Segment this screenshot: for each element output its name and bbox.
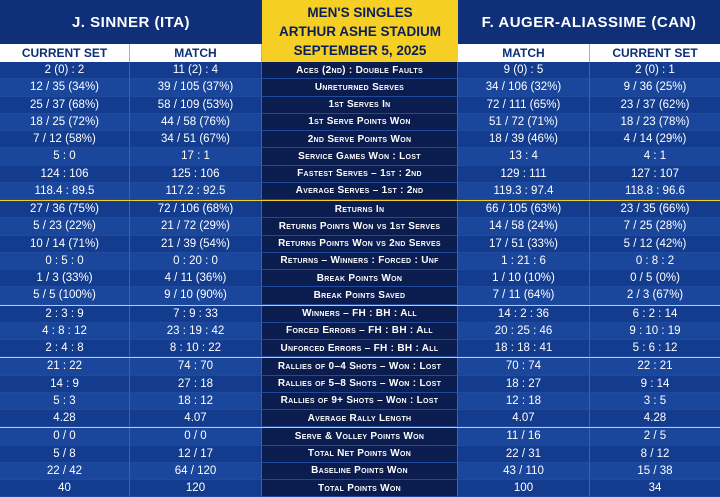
stat-label: Average Rally Length xyxy=(262,410,458,427)
p2-current-set-cell: 9 : 14 xyxy=(590,376,720,393)
p1-current-set-cell: 4.28 xyxy=(0,410,130,427)
stat-row xyxy=(0,236,720,253)
p1-match-cell: 64 / 120 xyxy=(130,463,262,480)
stat-label: 1st Serve Points Won xyxy=(262,114,458,131)
p2-match-cell: 129 : 111 xyxy=(458,166,590,183)
stat-row xyxy=(0,148,720,165)
stat-row xyxy=(0,200,720,218)
stat-label: Returns – Winners : Forced : Unf xyxy=(262,253,458,270)
p1-match-cell: 8 : 10 : 22 xyxy=(130,340,262,357)
stat-label: 1st Serves In xyxy=(262,97,458,114)
stat-label: Rallies of 5–8 Shots – Won : Lost xyxy=(262,376,458,393)
stat-row xyxy=(0,97,720,114)
stats-table xyxy=(0,62,720,497)
p1-current-set-header: CURRENT SET xyxy=(0,44,130,62)
p2-match-cell: 1 : 21 : 6 xyxy=(458,253,590,270)
p1-current-set-cell: 4 : 8 : 12 xyxy=(0,323,130,340)
p2-current-set-cell: 0 : 8 : 2 xyxy=(590,253,720,270)
stat-row xyxy=(0,357,720,375)
stat-label: 2nd Serve Points Won xyxy=(262,131,458,148)
stat-label: Winners – FH : BH : All xyxy=(262,306,458,323)
p2-match-cell: 20 : 25 : 46 xyxy=(458,323,590,340)
p1-match-cell: 4 / 11 (36%) xyxy=(130,270,262,287)
p2-current-set-cell: 8 / 12 xyxy=(590,446,720,463)
p1-current-set-cell: 2 (0) : 2 xyxy=(0,62,130,79)
stat-row xyxy=(0,253,720,270)
p2-current-set-cell: 34 xyxy=(590,480,720,497)
p2-match-cell: 22 / 31 xyxy=(458,446,590,463)
p2-match-cell: 1 / 10 (10%) xyxy=(458,270,590,287)
p2-current-set-cell: 4 / 14 (29%) xyxy=(590,131,720,148)
stat-row xyxy=(0,305,720,323)
p1-match-cell: 125 : 106 xyxy=(130,166,262,183)
stat-row xyxy=(0,427,720,445)
p1-current-set-cell: 0 : 5 : 0 xyxy=(0,253,130,270)
p1-match-cell: 0 : 20 : 0 xyxy=(130,253,262,270)
player2-name: F. AUGER-ALIASSIME (CAN) xyxy=(458,0,720,44)
p1-current-set-cell: 7 / 12 (58%) xyxy=(0,131,130,148)
p2-current-set-header: CURRENT SET xyxy=(590,44,720,62)
p1-current-set-cell: 5 / 23 (22%) xyxy=(0,218,130,235)
p1-match-cell: 0 / 0 xyxy=(130,428,262,445)
p1-match-cell: 17 : 1 xyxy=(130,148,262,165)
p1-match-cell: 120 xyxy=(130,480,262,497)
stat-row xyxy=(0,340,720,357)
p2-match-cell: 18 : 18 : 41 xyxy=(458,340,590,357)
p1-current-set-cell: 124 : 106 xyxy=(0,166,130,183)
p2-current-set-cell: 18 / 23 (78%) xyxy=(590,114,720,131)
p2-current-set-cell: 0 / 5 (0%) xyxy=(590,270,720,287)
match-title-box xyxy=(262,0,458,62)
date-title: SEPTEMBER 5, 2025 xyxy=(293,42,427,58)
p2-current-set-cell: 5 / 12 (42%) xyxy=(590,236,720,253)
stat-label: Returns In xyxy=(262,201,458,218)
p1-current-set-cell: 2 : 3 : 9 xyxy=(0,306,130,323)
stat-row xyxy=(0,131,720,148)
p2-match-cell: 4.07 xyxy=(458,410,590,427)
stat-label: Rallies of 9+ Shots – Won : Lost xyxy=(262,393,458,410)
p2-current-set-cell: 3 : 5 xyxy=(590,393,720,410)
stat-row xyxy=(0,114,720,131)
stat-label: Total Net Points Won xyxy=(262,446,458,463)
p2-match-cell: 43 / 110 xyxy=(458,463,590,480)
p2-match-cell: 14 : 2 : 36 xyxy=(458,306,590,323)
p1-current-set-cell: 21 : 22 xyxy=(0,358,130,375)
p1-current-set-cell: 5 / 5 (100%) xyxy=(0,287,130,304)
p1-current-set-cell: 25 / 37 (68%) xyxy=(0,97,130,114)
stat-label: Unforced Errors – FH : BH : All xyxy=(262,340,458,357)
p1-match-cell: 12 / 17 xyxy=(130,446,262,463)
p1-match-cell: 39 / 105 (37%) xyxy=(130,79,262,96)
p1-current-set-cell: 5 : 3 xyxy=(0,393,130,410)
stat-label: Rallies of 0–4 Shots – Won : Lost xyxy=(262,358,458,375)
stat-label: Average Serves – 1st : 2nd xyxy=(262,183,458,200)
p1-current-set-cell: 12 / 35 (34%) xyxy=(0,79,130,96)
stat-row xyxy=(0,270,720,287)
p1-match-cell: 9 / 10 (90%) xyxy=(130,287,262,304)
stat-row xyxy=(0,376,720,393)
p1-match-cell: 21 / 72 (29%) xyxy=(130,218,262,235)
p1-current-set-cell: 2 : 4 : 8 xyxy=(0,340,130,357)
p2-match-cell: 14 / 58 (24%) xyxy=(458,218,590,235)
p2-current-set-cell: 4.28 xyxy=(590,410,720,427)
stat-label: Forced Errors – FH : BH : All xyxy=(262,323,458,340)
stat-row xyxy=(0,393,720,410)
p1-current-set-cell: 10 / 14 (71%) xyxy=(0,236,130,253)
p2-match-cell: 72 / 111 (65%) xyxy=(458,97,590,114)
p2-current-set-cell: 2 (0) : 1 xyxy=(590,62,720,79)
p1-match-cell: 34 / 51 (67%) xyxy=(130,131,262,148)
p2-current-set-cell: 23 / 35 (66%) xyxy=(590,201,720,218)
venue-title: ARTHUR ASHE STADIUM xyxy=(279,23,441,39)
event-title: MEN'S SINGLES xyxy=(307,4,413,20)
p1-match-cell: 74 : 70 xyxy=(130,358,262,375)
p2-current-set-cell: 23 / 37 (62%) xyxy=(590,97,720,114)
p1-match-cell: 18 : 12 xyxy=(130,393,262,410)
stat-label: Returns Points Won vs 2nd Serves xyxy=(262,236,458,253)
p1-match-cell: 117.2 : 92.5 xyxy=(130,183,262,200)
p2-match-cell: 34 / 106 (32%) xyxy=(458,79,590,96)
stat-label: Returns Points Won vs 1st Serves xyxy=(262,218,458,235)
stat-row xyxy=(0,323,720,340)
p2-current-set-cell: 4 : 1 xyxy=(590,148,720,165)
stat-row xyxy=(0,166,720,183)
p2-match-cell: 100 xyxy=(458,480,590,497)
p2-match-cell: 66 / 105 (63%) xyxy=(458,201,590,218)
p2-current-set-cell: 6 : 2 : 14 xyxy=(590,306,720,323)
p2-current-set-cell: 15 / 38 xyxy=(590,463,720,480)
p2-current-set-cell: 118.8 : 96.6 xyxy=(590,183,720,200)
p1-current-set-cell: 14 : 9 xyxy=(0,376,130,393)
p1-current-set-cell: 22 / 42 xyxy=(0,463,130,480)
p2-current-set-cell: 5 : 6 : 12 xyxy=(590,340,720,357)
stat-row xyxy=(0,79,720,96)
stat-label: Total Points Won xyxy=(262,480,458,497)
p2-current-set-cell: 22 : 21 xyxy=(590,358,720,375)
stat-label: Service Games Won : Lost xyxy=(262,148,458,165)
p1-current-set-cell: 118.4 : 89.5 xyxy=(0,183,130,200)
p1-current-set-cell: 5 / 8 xyxy=(0,446,130,463)
p1-match-cell: 4.07 xyxy=(130,410,262,427)
p1-current-set-cell: 5 : 0 xyxy=(0,148,130,165)
stat-row xyxy=(0,480,720,497)
p1-match-cell: 7 : 9 : 33 xyxy=(130,306,262,323)
p1-match-cell: 21 / 39 (54%) xyxy=(130,236,262,253)
p1-match-cell: 27 : 18 xyxy=(130,376,262,393)
player1-name: J. SINNER (ITA) xyxy=(0,0,262,44)
stat-row xyxy=(0,446,720,463)
p2-match-cell: 51 / 72 (71%) xyxy=(458,114,590,131)
p2-current-set-cell: 2 / 3 (67%) xyxy=(590,287,720,304)
stat-label: Aces (2nd) : Double Faults xyxy=(262,62,458,79)
p1-match-cell: 23 : 19 : 42 xyxy=(130,323,262,340)
p1-current-set-cell: 0 / 0 xyxy=(0,428,130,445)
p2-current-set-cell: 9 / 36 (25%) xyxy=(590,79,720,96)
p2-match-cell: 13 : 4 xyxy=(458,148,590,165)
stat-label: Fastest Serves – 1st : 2nd xyxy=(262,166,458,183)
p1-current-set-cell: 40 xyxy=(0,480,130,497)
p1-match-cell: 72 / 106 (68%) xyxy=(130,201,262,218)
stat-row xyxy=(0,183,720,200)
stat-row xyxy=(0,463,720,480)
stat-row xyxy=(0,287,720,304)
stat-row xyxy=(0,410,720,427)
p2-match-cell: 119.3 : 97.4 xyxy=(458,183,590,200)
stat-row xyxy=(0,218,720,235)
stat-label: Baseline Points Won xyxy=(262,463,458,480)
p2-current-set-cell: 127 : 107 xyxy=(590,166,720,183)
p2-current-set-cell: 2 / 5 xyxy=(590,428,720,445)
p2-match-cell: 11 / 16 xyxy=(458,428,590,445)
p1-match-cell: 58 / 109 (53%) xyxy=(130,97,262,114)
p1-current-set-cell: 18 / 25 (72%) xyxy=(0,114,130,131)
p2-match-cell: 70 : 74 xyxy=(458,358,590,375)
stat-label: Break Points Saved xyxy=(262,287,458,304)
p2-match-cell: 12 : 18 xyxy=(458,393,590,410)
p1-current-set-cell: 1 / 3 (33%) xyxy=(0,270,130,287)
stat-row xyxy=(0,62,720,79)
p2-match-cell: 18 : 27 xyxy=(458,376,590,393)
stats-header xyxy=(0,0,720,62)
stat-label: Break Points Won xyxy=(262,270,458,287)
p2-current-set-cell: 7 / 25 (28%) xyxy=(590,218,720,235)
p2-current-set-cell: 9 : 10 : 19 xyxy=(590,323,720,340)
p1-match-cell: 44 / 58 (76%) xyxy=(130,114,262,131)
p2-match-cell: 17 / 51 (33%) xyxy=(458,236,590,253)
p2-match-header: MATCH xyxy=(458,44,590,62)
p1-current-set-cell: 27 / 36 (75%) xyxy=(0,201,130,218)
p2-match-cell: 7 / 11 (64%) xyxy=(458,287,590,304)
p2-match-cell: 18 / 39 (46%) xyxy=(458,131,590,148)
stat-label: Serve & Volley Points Won xyxy=(262,428,458,445)
stat-label: Unreturned Serves xyxy=(262,79,458,96)
p2-match-cell: 9 (0) : 5 xyxy=(458,62,590,79)
p1-match-header: MATCH xyxy=(130,44,262,62)
p1-match-cell: 11 (2) : 4 xyxy=(130,62,262,79)
